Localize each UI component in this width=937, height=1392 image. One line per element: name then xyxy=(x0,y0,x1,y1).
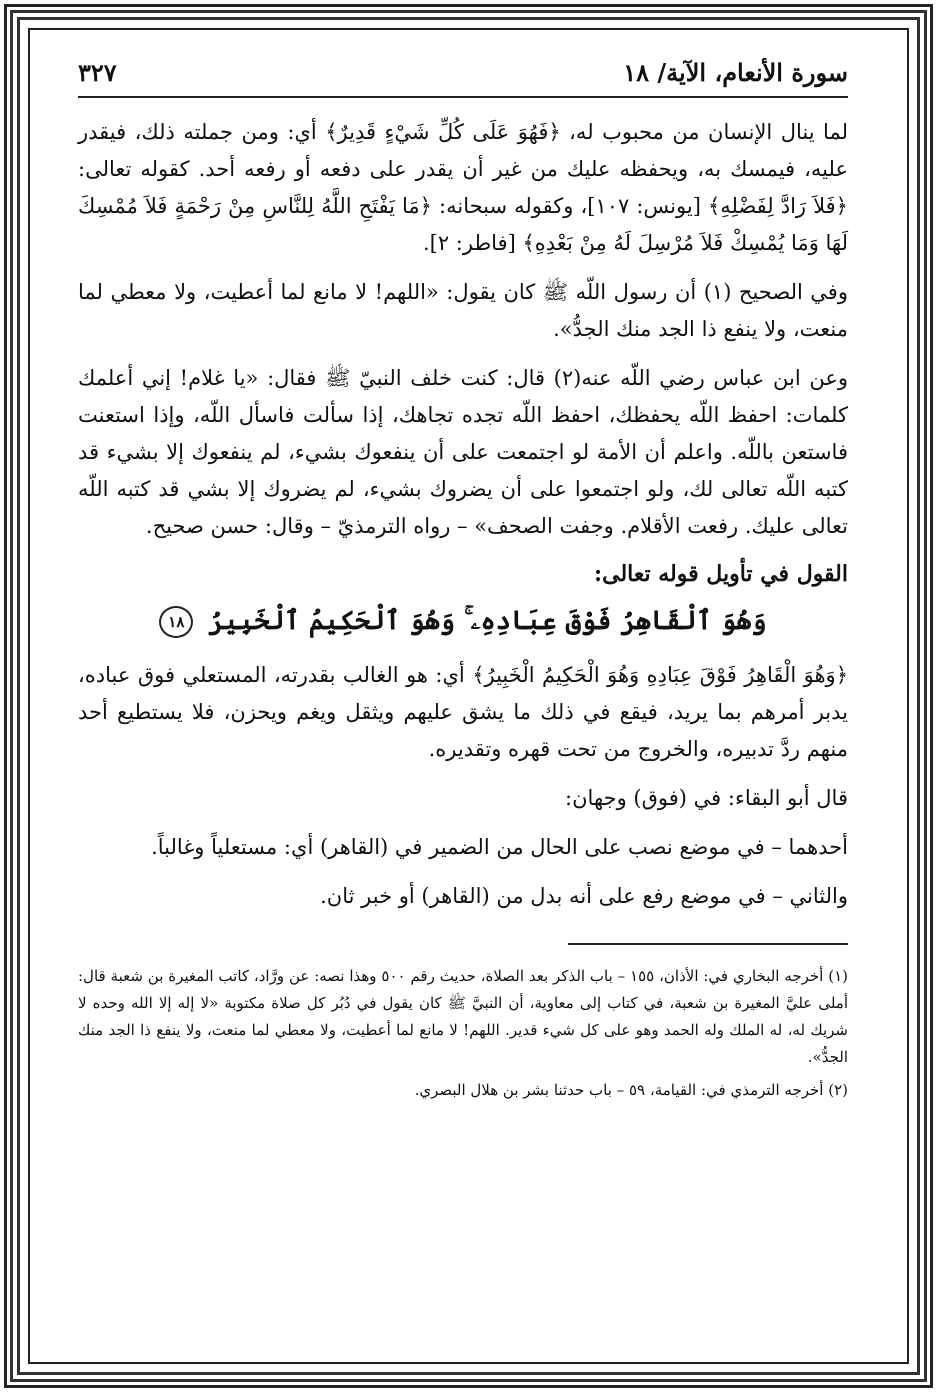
page-content xyxy=(78,52,848,1110)
quran-verse xyxy=(78,599,848,643)
footnote-1: (١) أخرجه البخاري في: الأذان، ١٥٥ – باب الذكر بعد الصلاة، حديث رقم ٥٠٠ وهذا نصه: عن ورَّاد، كاتب المغيرة بن شعبة قال: أملى عليَّ المغيرة بن شعبة، في كتاب إلى معاوية، أن النبيَّ ﷺ كان يقول في دُبُر كل صلاة مكتوبة «لا إله إلا الله وحده لا شريك له، له الملك وله الحمد وهو على كل شيء قدير. اللهم! لا مانع لما أعطيت، ولا معطي لما منعت، ولا ينفع ذا الجد منك الجدُّ». xyxy=(78,967,848,1066)
paragraph-2: وفي الصحيح (١) أن رسول اللّه ﷺ كان يقول: «اللهم! لا مانع لما أعطيت، ولا معطي لما منعت، ولا ينفع ذا الجد منك الجدُّ». xyxy=(78,280,848,341)
header-divider xyxy=(78,96,848,98)
paragraph-4: ﴿وَهُوَ الْقَاهِرُ فَوْقَ عِبَادِهِ وَهُوَ الْحَكِيمُ الْخَبِيرُ﴾ أي: هو الغالب بقدرته، المستعلي فوق عباده، يدبر أمرهم بما يريد، فيقع في ذلك ما يشق عليهم ويثقل ويغم ويحزن، فلا يستطيع أحد منهم ردَّ تدبيره، والخروج من تحت قهره وتقديره. xyxy=(78,663,848,761)
footnote-divider xyxy=(568,943,848,945)
paragraph-6: أحدهما – في موضع نصب على الحال من الضمير في (القاهر) أي: مستعلياً وغالباً. xyxy=(151,835,848,859)
section-heading: القول في تأويل قوله تعالى: xyxy=(594,561,848,587)
paragraph-1: لما ينال الإنسان من محبوب له، ﴿فَهُوَ عَلَى كُلِّ شَيْءٍ قَدِيرٌ﴾ أي: ومن جملته ذلك، فيقدر عليه، فيمسك به، ويحفظه عليك من غير أن يقدر على دفعه أو رفعه أحد. كقوله تعالى: ﴿فَلاَ رَادَّ لِفَضْلِهِ﴾ [يونس: ١٠٧]، وكقوله سبحانه: ﴿مَا يَفْتَحِ اللَّهُ لِلنَّاسِ مِنْ رَحْمَةٍ فَلاَ مُمْسِكَ لَهَا وَمَا يُمْسِكْ فَلاَ مُرْسِلَ لَهُ مِنْ بَعْدِهِ﴾ [فاطر: ٢]. xyxy=(78,120,848,255)
paragraph-3: وعن ابن عباس رضي اللّه عنه(٢) قال: كنت خلف النبيّ ﷺ فقال: «يا غلام! إني أعلمك كلمات: احفظ اللّه يحفظك، احفظ اللّه تجده تجاهك، إذا سألت فاسأل اللّه، وإذا استعنت فاستعن باللّه. واعلم أن الأمة لو اجتمعت على أن ينفعوك بشيء، لم ينفعوك إلا بشيء قد كتبه اللّه تعالى لك، ولو اجتمعوا على أن يضروك بشيء، لم يضروك إلا بشي قد كتبه اللّه تعالى عليك. رفعت الأقلام. وجفت الصحف» – رواه الترمذيّ – وقال: حسن صحيح. xyxy=(78,366,848,538)
verse-number: ١٨ xyxy=(159,606,193,638)
page-number: ٣٢٧ xyxy=(78,57,117,87)
running-header xyxy=(78,52,848,92)
footnote-2: (٢) أخرجه الترمذي في: القيامة، ٥٩ – باب حدثنا بشر بن هلال البصري. xyxy=(414,1081,848,1099)
header-title: سورة الأنعام، الآية/ ١٨ xyxy=(623,57,848,87)
verse-text: وَهُوَ ٱلْقَاهِرُ فَوْقَ عِبَادِهِۦ ۚ وَهُوَ ٱلْحَكِيمُ ٱلْخَبِيرُ xyxy=(208,606,767,636)
paragraph-7: والثاني – في موضع رفع على أنه بدل من (القاهر) أو خبر ثان. xyxy=(320,884,848,908)
paragraph-5: قال أبو البقاء: في (فوق) وجهان: xyxy=(565,786,848,810)
